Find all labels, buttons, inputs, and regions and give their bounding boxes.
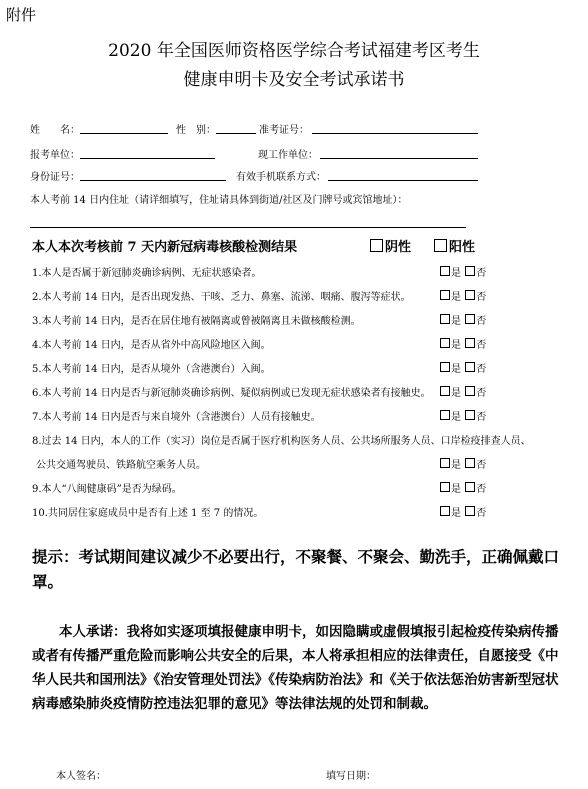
yes-checkbox[interactable] [440,482,450,492]
yes-label: 是 [451,412,461,423]
work-unit-field[interactable] [320,158,478,159]
yes-label: 是 [451,316,461,327]
attachment-label: 附件 [6,6,37,24]
positive-label: 阳性 [449,240,476,255]
answer-4 [439,336,486,351]
negative-checkbox[interactable] [370,239,383,252]
answer-5 [439,360,486,375]
yes-label: 是 [451,508,461,519]
id-number-field[interactable] [80,180,226,181]
no-checkbox[interactable] [465,266,475,276]
document-title-line1: 2020 年全国医师资格医学综合考试福建考区考生 [108,41,480,61]
phone-field[interactable] [328,180,478,181]
answer-1 [439,264,486,279]
phone-label: 有效手机联系方式： [236,172,326,183]
nucleic-test-heading: 本人本次考核前 7 天内新冠病毒核酸检测结果 [32,240,298,255]
yes-label: 是 [451,460,461,471]
signature-field[interactable] [106,779,216,780]
tip-text: 提示：考试期间建议减少不必要出行，不聚餐、不聚会、勤洗手，正确佩戴口罩。 [32,547,560,591]
answer-3 [439,312,486,327]
question-8-continued: 公共交通驾驶员、铁路航空乘务人员。 [36,460,206,471]
yes-label: 是 [451,268,461,279]
positive-option[interactable] [434,236,475,255]
question-1: 1.本人是否属于新冠肺炎确诊病例、无症状感染者。 [32,268,262,279]
answer-10 [439,504,486,519]
residence-field[interactable] [30,227,466,228]
no-checkbox[interactable] [465,386,475,396]
residence-label: 本人考前 14 日内住址（请详细填写，住址请具体到街道/社区及门牌号或宾馆地址）： [30,195,408,206]
yes-checkbox[interactable] [440,338,450,348]
no-label: 否 [476,460,487,471]
signature-label: 本人签名： [56,771,106,782]
yes-checkbox[interactable] [440,314,450,324]
yes-checkbox[interactable] [440,362,450,372]
yes-checkbox[interactable] [440,290,450,300]
answer-2 [439,288,486,303]
question-5: 5.本人考前 14 日内，是否从境外（含港澳台）入闽。 [32,364,271,375]
yes-checkbox[interactable] [440,410,450,420]
work-unit-label: 现工作单位： [258,150,318,161]
gender-label: 性 别： [176,125,216,136]
question-8: 8.过去 14 日内，本人的工作（实习）岗位是否属于医疗机构医务人员、公共场所服务人员、口岸检疫排查人员、 [32,436,531,447]
no-checkbox[interactable] [465,458,475,468]
yes-checkbox[interactable] [440,266,450,276]
date-label: 填写日期： [326,771,376,782]
name-field[interactable] [80,133,168,134]
no-label: 否 [476,268,487,279]
no-label: 否 [476,484,487,495]
answer-8 [439,456,486,471]
no-label: 否 [476,316,487,327]
yes-checkbox[interactable] [440,386,450,396]
no-checkbox[interactable] [465,506,475,516]
question-9: 9.本人“八闽健康码”是否为绿码。 [32,484,182,495]
yes-label: 是 [451,484,461,495]
no-label: 否 [476,364,487,375]
question-2: 2.本人考前 14 日内，是否出现发热、干咳、乏力、鼻塞、流涕、咽痛、腹泻等症状。 [32,292,411,303]
answer-9 [439,480,486,495]
question-7: 7.本人考前 14 日内是否与来自境外（含港澳台）人员有接触史。 [32,412,321,423]
positive-checkbox[interactable] [434,239,447,252]
yes-label: 是 [451,292,461,303]
date-field[interactable] [376,779,486,780]
yes-label: 是 [451,364,461,375]
no-label: 否 [476,292,487,303]
negative-option[interactable] [370,236,411,255]
negative-label: 阴性 [385,240,412,255]
yes-checkbox[interactable] [440,458,450,468]
no-label: 否 [476,508,487,519]
question-3: 3.本人考前 14 日内，是否在居住地有被隔离或曾被隔离且未做核酸检测。 [32,316,361,327]
exam-unit-field[interactable] [80,158,215,159]
gender-field[interactable] [216,133,256,134]
yes-label: 是 [451,388,461,399]
pledge-text: 本人承诺：我将如实逐项填报健康申明卡，如因隐瞒或虚假填报引起检疫传染病传播或者有传播严重危险而影响公共安全的后果，本人将承担相应的法律责任，自愿接受《中华人民共和国刑法》《治安管理处罚法》《传染病防治法》和《关于依法惩治妨害新型冠状病毒感染肺炎疫情防控违法犯罪的意见》等法律法规的处罚和制裁。 [32,624,559,712]
document-title-line2: 健康申明卡及安全考试承诺书 [183,70,405,90]
no-checkbox[interactable] [465,338,475,348]
question-10: 10.共同居住家庭成员中是否有上述 1 至 7 的情况。 [32,508,264,519]
no-label: 否 [476,412,487,423]
yes-label: 是 [451,340,461,351]
id-number-label: 身份证号： [30,172,80,183]
no-label: 否 [476,388,487,399]
exam-unit-label: 报考单位： [30,150,80,161]
no-checkbox[interactable] [465,482,475,492]
answer-7 [439,408,486,423]
yes-checkbox[interactable] [440,506,450,516]
ticket-number-label: 准考证号： [259,125,309,136]
no-checkbox[interactable] [465,362,475,372]
no-checkbox[interactable] [465,314,475,324]
answer-6 [439,384,486,399]
no-checkbox[interactable] [465,290,475,300]
no-checkbox[interactable] [465,410,475,420]
question-4: 4.本人考前 14 日内，是否从省外中高风险地区入闽。 [32,340,271,351]
question-6: 6.本人考前 14 日内是否与新冠肺炎确诊病例、疑似病例或已发现无症状感染者有接触史。 [32,388,431,399]
ticket-number-field[interactable] [312,133,478,134]
no-label: 否 [476,340,487,351]
name-label: 姓 名： [30,125,80,136]
